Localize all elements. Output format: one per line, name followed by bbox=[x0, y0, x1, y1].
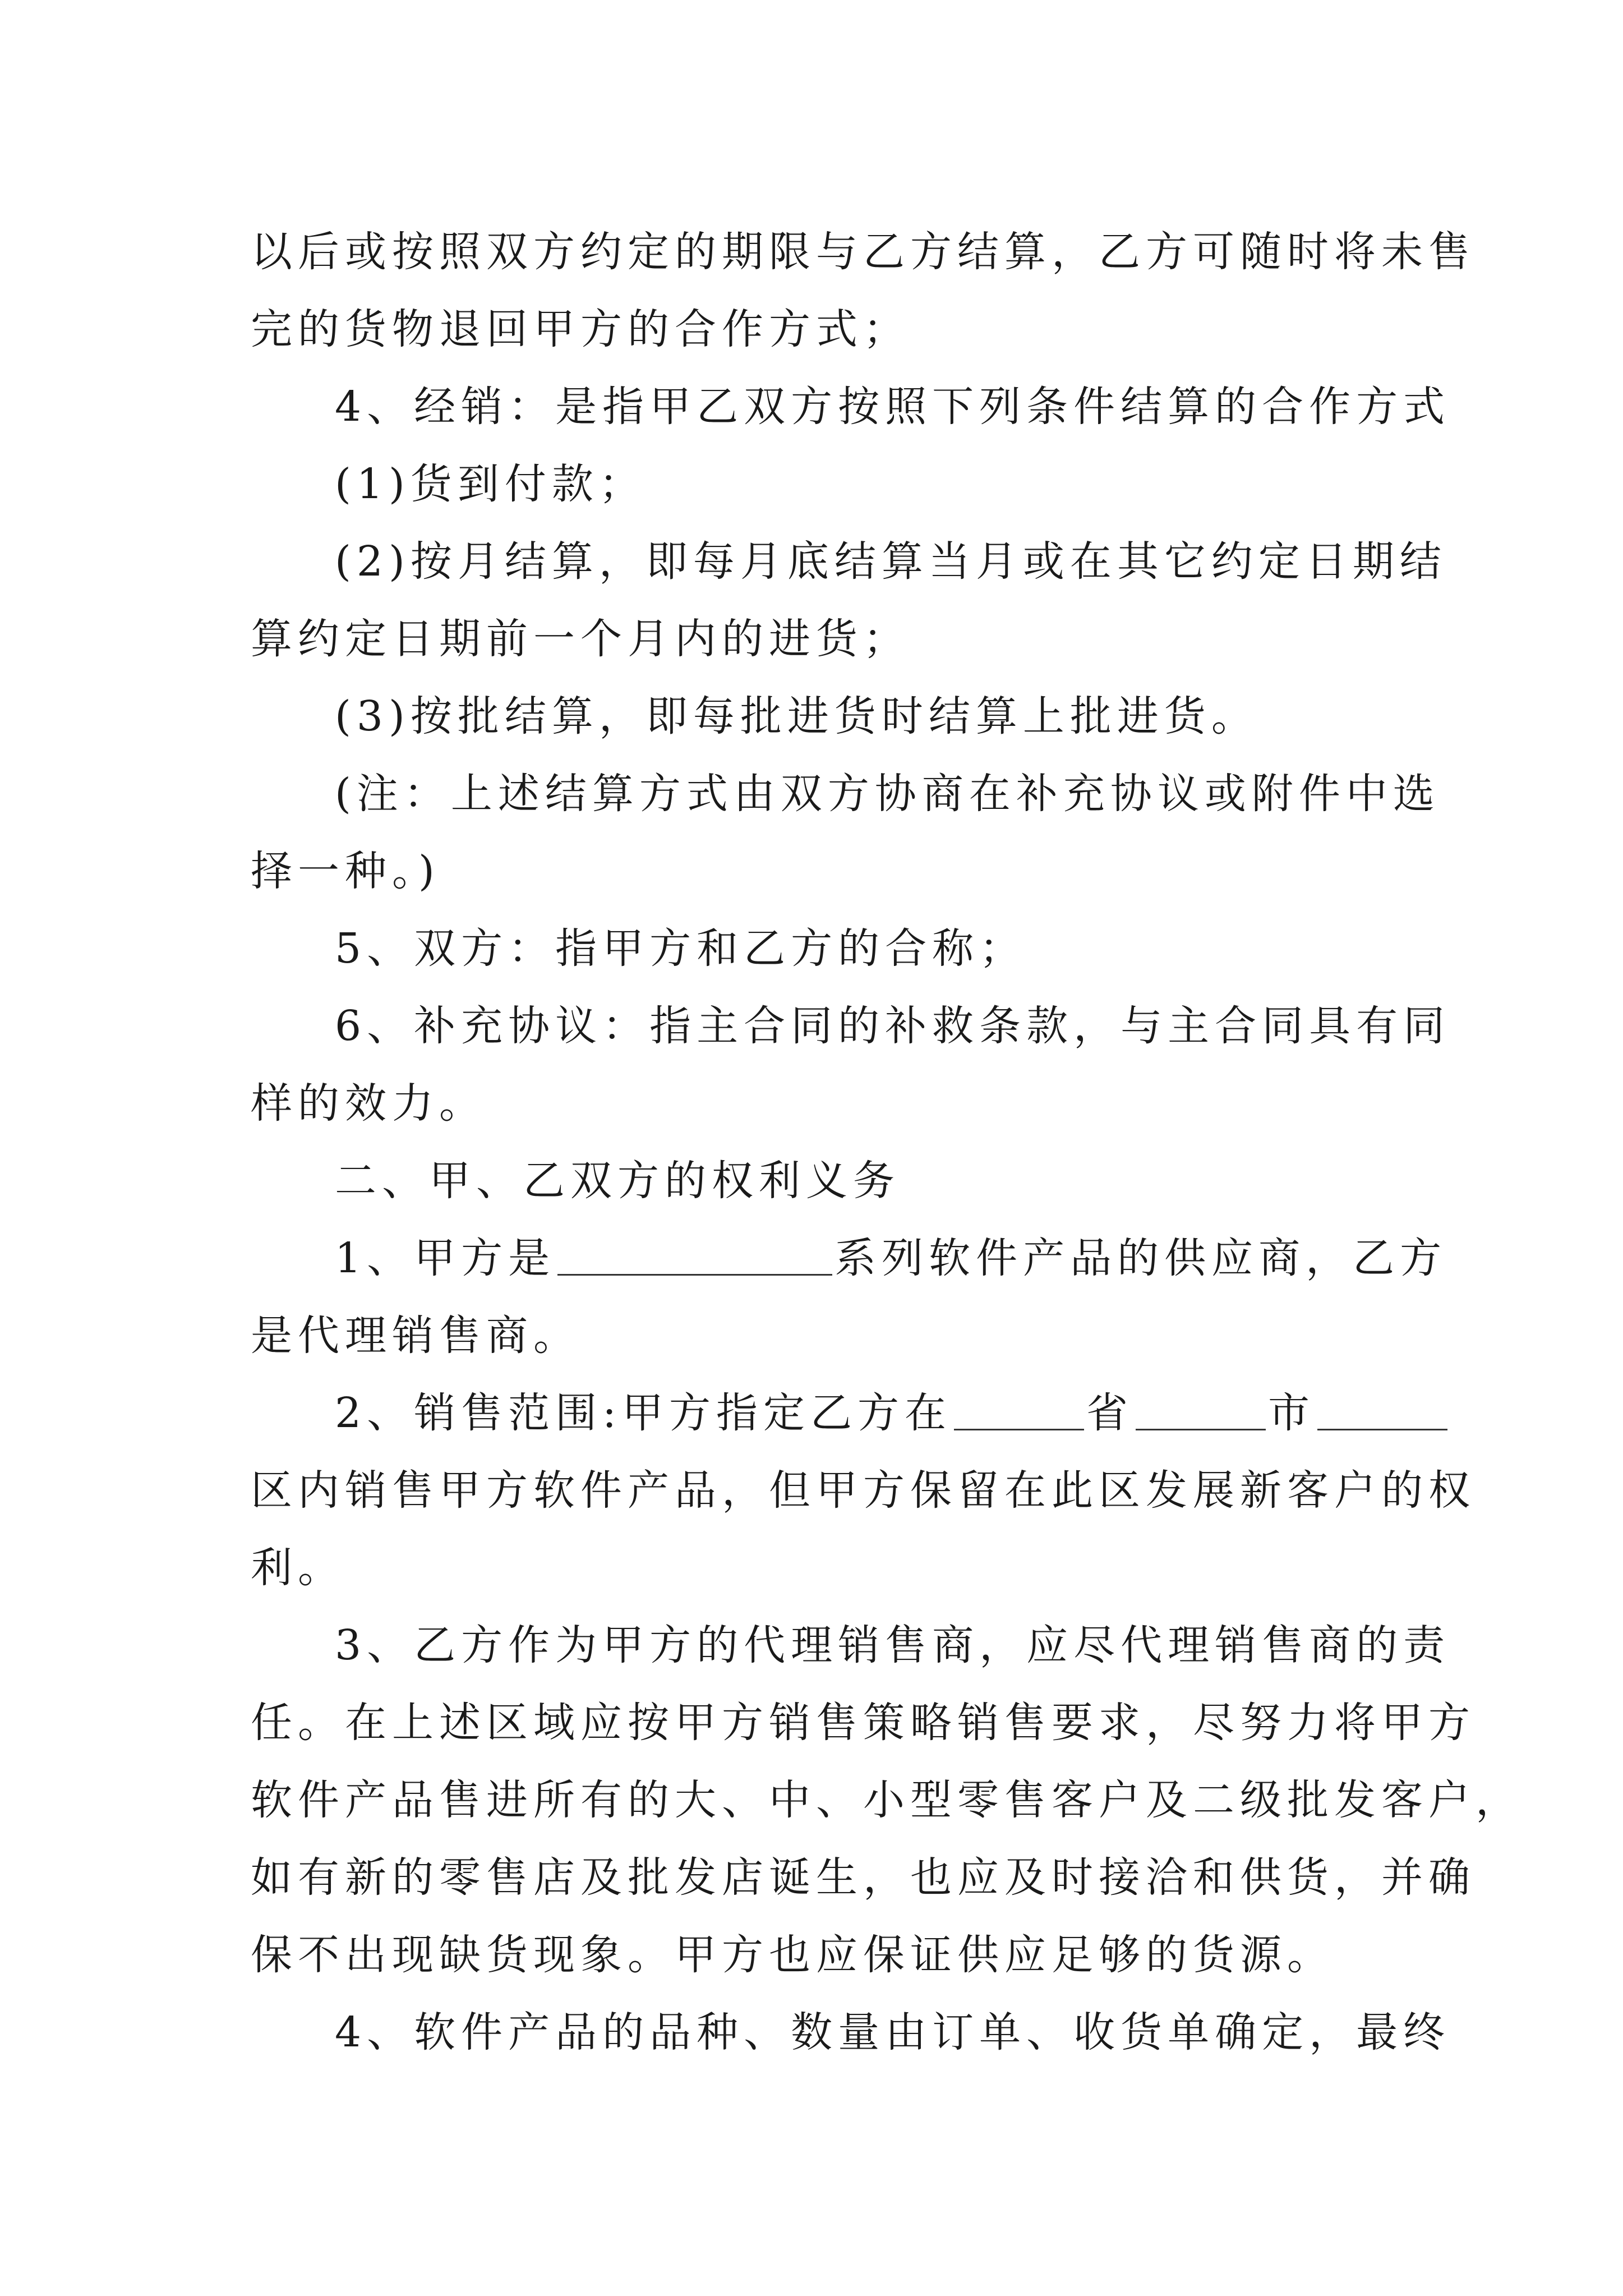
text-line: 择一种。) bbox=[251, 847, 440, 895]
text-line: 以后或按照双方约定的期限与乙方结算，乙方可随时将未售 bbox=[251, 228, 1476, 276]
fill-blank-province bbox=[954, 1418, 1084, 1430]
text-line: 6、补充协议：指主合同的补救条款，与主合同具有同 bbox=[335, 1002, 1451, 1050]
clause-1-line bbox=[251, 1220, 1447, 1297]
text-line: 任。在上述区域应按甲方销售策略销售要求，尽努力将甲方 bbox=[251, 1699, 1476, 1747]
text-line: 4、软件产品的品种、数量由订单、收货单确定，最终 bbox=[335, 2008, 1451, 2056]
clause-1-text-b: 系列软件产品的供应商，乙方 bbox=[834, 1234, 1447, 1282]
text-line: 5、双方：指甲方和乙方的合称； bbox=[335, 924, 1027, 973]
text-line: 3、乙方作为甲方的代理销售商，应尽代理销售商的责 bbox=[335, 1621, 1451, 1669]
text-line: 软件产品售进所有的大、中、小型零售客户及二级批发客户， bbox=[251, 1776, 1523, 1824]
clause-1-text-a: 1、甲方是 bbox=[335, 1234, 556, 1282]
text-line: (1)货到付款； bbox=[335, 460, 646, 508]
clause-2-text-b: 省 bbox=[1086, 1389, 1134, 1437]
text-line: 如有新的零售店及批发店诞生，也应及时接洽和供货，并确 bbox=[251, 1853, 1476, 1902]
text-line: (3)按批结算，即每批进货时结算上批进货。 bbox=[335, 692, 1258, 740]
fill-blank-product-series bbox=[557, 1263, 832, 1276]
text-line: 保不出现缺货现象。甲方也应保证供应足够的货源。 bbox=[251, 1931, 1334, 1979]
text-line: (注：上述结算方式由双方协商在补充协议或附件中选 bbox=[335, 770, 1440, 818]
text-line: 利。 bbox=[251, 1544, 345, 1592]
text-line: 算约定日期前一个月内的进货； bbox=[251, 615, 910, 663]
document-body bbox=[251, 213, 1523, 2071]
text-line: 4、经销：是指甲乙双方按照下列条件结算的合作方式 bbox=[335, 383, 1451, 431]
clause-2-line bbox=[251, 1374, 1378, 1452]
clause-2-text-a: 2、销售范围:甲方指定乙方在 bbox=[335, 1389, 952, 1437]
clause-2-text-c: 市 bbox=[1268, 1389, 1316, 1437]
fill-blank-city bbox=[1136, 1418, 1266, 1430]
text-line: (2)按月结算，即每月底结算当月或在其它约定日期结 bbox=[335, 537, 1447, 586]
section-heading: 二、甲、乙双方的权利义务 bbox=[335, 1157, 900, 1205]
text-line: 样的效力。 bbox=[251, 1079, 486, 1128]
text-line: 是代理销售商。 bbox=[251, 1312, 580, 1360]
text-line: 完的货物退回甲方的合作方式； bbox=[251, 305, 910, 353]
text-line: 区内销售甲方软件产品，但甲方保留在此区发展新客户的权 bbox=[251, 1466, 1476, 1515]
fill-blank-district bbox=[1317, 1418, 1447, 1430]
